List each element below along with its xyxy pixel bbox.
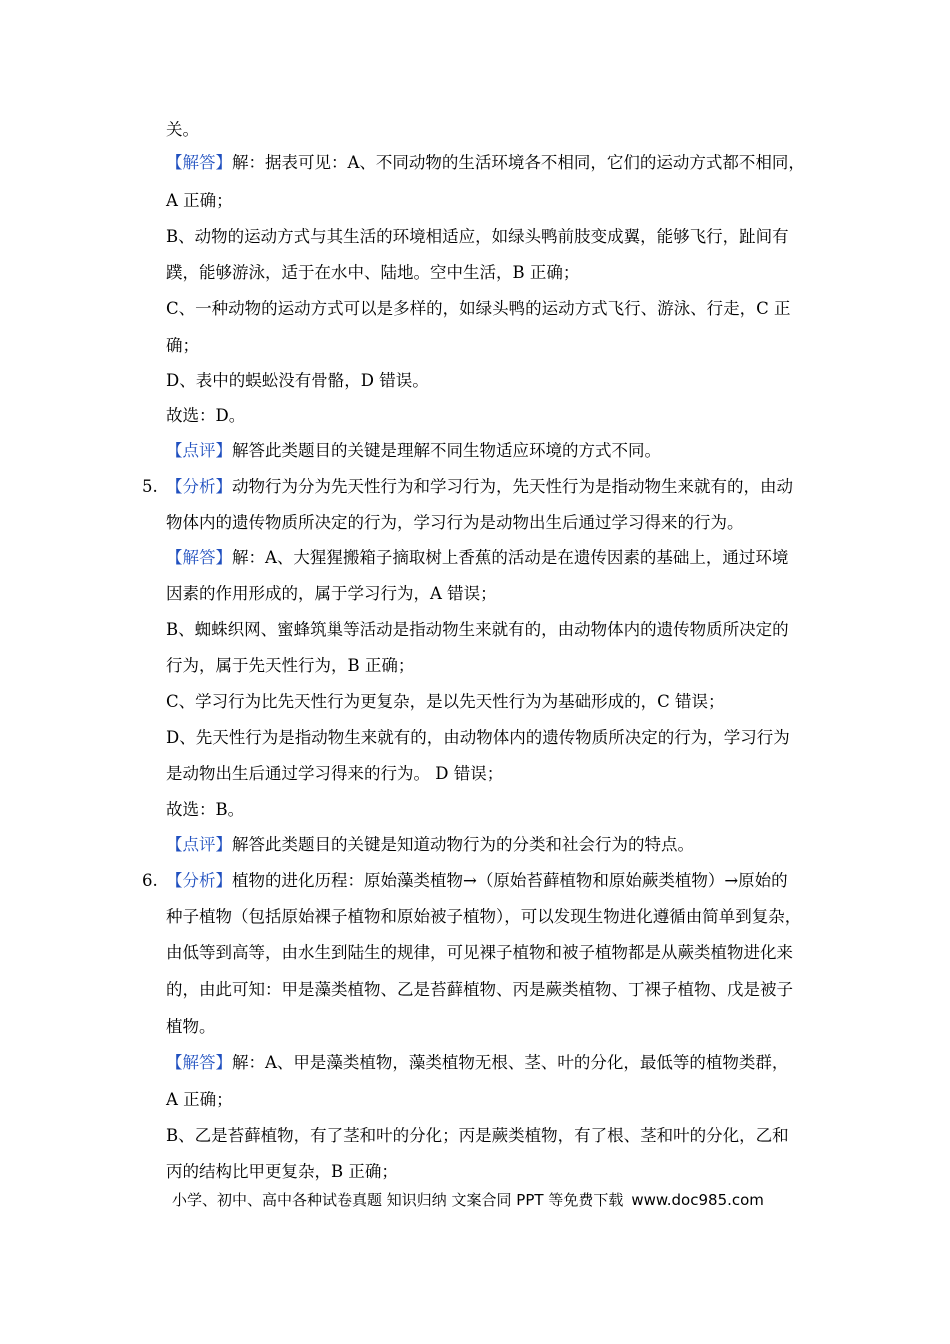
q5-number: 5.	[142, 477, 158, 496]
q6-analysis-line	[166, 870, 788, 892]
q4-line-5: 蹼，能够游泳，适于在水中、陆地。空中生活，B 正确；	[166, 263, 580, 282]
q5-line-6: 行为，属于先天性行为，B 正确；	[166, 656, 415, 675]
q5-line-2: 物体内的遗传物质所决定的行为，学习行为是动物出生后通过学习得来的行为。	[166, 513, 744, 532]
q6-analysis-text: 植物的进化历程：原始藻类植物→（原始苔藓植物和原始蕨类植物）→原始的	[232, 871, 788, 890]
q5-answer-text: 解：A、大猩猩搬箱子摘取树上香蕉的活动是在遗传因素的基础上，通过环境	[232, 548, 789, 567]
q6-answer-text: 解：A、甲是藻类植物，藻类植物无根、茎、叶的分化，最低等的植物类群，	[232, 1053, 789, 1072]
q4-line-8: D、表中的蜈蚣没有骨骼，D 错误。	[166, 371, 429, 390]
q5-analysis-line	[166, 476, 793, 498]
q6-number: 6.	[142, 871, 158, 890]
analysis-tag: 【分析】	[166, 477, 232, 496]
q5-line-5: B、蜘蛛织网、蜜蜂筑巢等活动是指动物生来就有的，由动物体内的遗传物质所决定的	[166, 620, 789, 639]
q4-comment-text: 解答此类题目的关键是理解不同生物适应环境的方式不同。	[232, 441, 661, 460]
q5-comment-text: 解答此类题目的关键是知道动物行为的分类和社会行为的特点。	[232, 835, 694, 854]
q4-line-4: B、动物的运动方式与其生活的环境相适应，如绿头鸭前肢变成翼，能够飞行，趾间有	[166, 227, 789, 246]
q5-line-10: 故选：B。	[166, 800, 245, 819]
q4-answer-text: 解：据表可见：A、不同动物的生活环境各不相同，它们的运动方式都不相同，	[232, 153, 805, 172]
q5-comment-line	[166, 834, 694, 856]
q6-line-9: 丙的结构比甲更复杂，B 正确；	[166, 1162, 398, 1181]
q6-line-3: 由低等到高等，由水生到陆生的规律，可见裸子植物和被子植物都是从蕨类植物进化来	[166, 943, 793, 962]
q6-line-5: 植物。	[166, 1017, 216, 1036]
q4-line-1: 关。	[166, 120, 199, 139]
q5-line-8: D、先天性行为是指动物生来就有的，由动物体内的遗传物质所决定的行为，学习行为	[166, 728, 790, 747]
q5-analysis-text: 动物行为分为先天性行为和学习行为，先天性行为是指动物生来就有的，由动	[232, 477, 793, 496]
q4-line-9: 故选：D。	[166, 406, 246, 425]
answer-tag: 【解答】	[166, 153, 232, 172]
q6-line-8: B、乙是苔藓植物，有了茎和叶的分化；丙是蕨类植物，有了根、茎和叶的分化，乙和	[166, 1126, 789, 1145]
answer-tag: 【解答】	[166, 1053, 232, 1072]
q4-line-7: 确；	[166, 336, 199, 355]
q5-line-4: 因素的作用形成的，属于学习行为，A 错误；	[166, 584, 497, 603]
q4-comment-line	[166, 440, 661, 462]
q6-line-4: 的，由此可知：甲是藻类植物、乙是苔藓植物、丙是蕨类植物、丁裸子植物、戊是被子	[166, 980, 793, 999]
answer-tag: 【解答】	[166, 548, 232, 567]
q6-line-2: 种子植物（包括原始裸子植物和原始被子植物），可以发现生物进化遵循由简单到复杂，	[166, 907, 802, 926]
footer-text: 小学、初中、高中各种试卷真题 知识归纳 文案合同 PPT 等免费下载	[172, 1191, 624, 1209]
page-footer	[172, 1190, 764, 1210]
q5-answer-line	[166, 547, 788, 569]
analysis-tag: 【分析】	[166, 871, 232, 890]
q6-answer-line	[166, 1052, 788, 1074]
comment-tag: 【点评】	[166, 441, 232, 460]
q5-line-7: C、学习行为比先天性行为更复杂，是以先天性行为为基础形成的，C 错误；	[166, 692, 725, 711]
q4-answer-line	[166, 152, 805, 174]
q4-line-6: C、一种动物的运动方式可以是多样的，如绿头鸭的运动方式飞行、游泳、行走，C 正	[166, 299, 791, 318]
q6-line-7: A 正确；	[166, 1090, 233, 1109]
q5-line-9: 是动物出生后通过学习得来的行为。 D 错误；	[166, 764, 504, 783]
comment-tag: 【点评】	[166, 835, 232, 854]
footer-url[interactable]: www.doc985.com	[631, 1191, 764, 1209]
q4-line-3: A 正确；	[166, 191, 233, 210]
